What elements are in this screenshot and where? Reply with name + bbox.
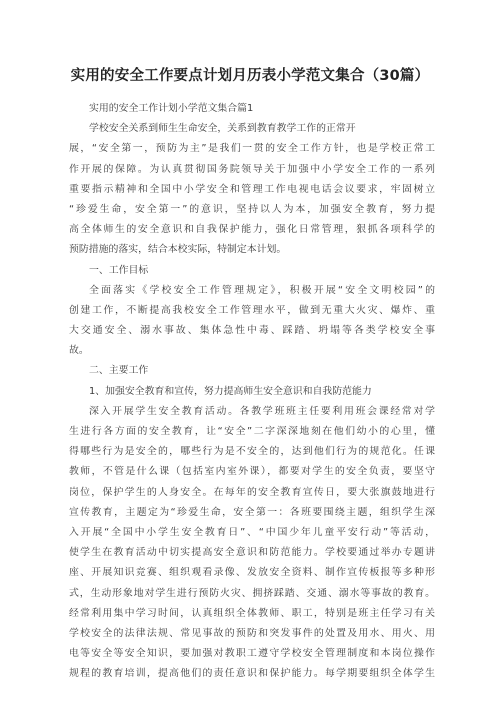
- paragraph-line: 深入开展学生安全教育活动。各教学班班主任要利用班会课经常对学: [89, 405, 435, 417]
- paragraph-line: 经常利用集中学习时间，认真组织全体教师、职工，特别是班主任学习有关: [69, 607, 435, 619]
- paragraph-line: 重要指示精神和全国中小学安全和管理工作电视电话会议要求，牢固树立: [69, 183, 435, 195]
- section-heading: 实用的安全工作计划小学范文集合篇1: [89, 103, 254, 114]
- section-heading: 一、工作目标: [89, 264, 149, 276]
- paragraph-line: 座、开展知识竞赛、组织观看录像、发放安全资料、制作宣传板报等多种形: [69, 567, 435, 579]
- paragraph-line: 电等安全等安全知识，要加强对教职工遵守学校安全管理制度和本岗位操作: [69, 648, 435, 660]
- paragraph-line: 规程的教育培训，提高他们的责任意识和保护能力。每学期要组织全体学生: [69, 668, 435, 680]
- paragraph-line: 全面落实《学校安全工作管理规定》，积极开展“安全文明校园”的: [89, 284, 435, 296]
- paragraph-line: 宣传教育，主题定为“珍爱生命，安全第一：各班要围绕主题，组织学生深: [69, 506, 435, 518]
- paragraph-line: 预防措施的落实，结合本校实际，特制定本计划。: [69, 244, 287, 256]
- paragraph-line: 教师，不管是什么课（包括室内室外课），都要对学生的安全负责，要坚守: [69, 466, 435, 478]
- paragraph-line: 创建工作，不断提高我校安全工作管理水平，做到无重大火灾、爆炸、重: [69, 304, 435, 316]
- paragraph-line: 高全体师生的安全意识和自我保护能力，强化日常管理，狠抓各项科学的: [69, 224, 435, 236]
- paragraph-line: 展，“安全第一，预防为主”是我们一贯的安全工作方针，也是学校正常工: [69, 143, 435, 155]
- document-title: 实用的安全工作要点计划月历表小学范文集合（30篇）: [70, 68, 430, 84]
- document-body: [69, 99, 435, 684]
- paragraph-line: 生进行各方面的安全教育，让“安全”二字深深地刻在他们幼小的心里，懂: [69, 426, 435, 437]
- paragraph-line: 学校安全关系到师生生命安全，关系到教育教学工作的正常开: [89, 123, 356, 135]
- paragraph-line: 故。: [69, 345, 89, 357]
- paragraph-line: 入开展“全国中小学生安全教育日”、“中国少年儿童平安行动”等活动，: [69, 526, 435, 538]
- paragraph-line: 学校安全的法律法规、常见事故的预防和突发事件的处置及用水、用火、用: [69, 627, 435, 639]
- paragraph-line: “珍爱生命，安全第一”的意识，坚持以人为本，加强安全教育，努力提: [69, 203, 435, 215]
- paragraph-line: 使学生在教育活动中切实提高安全意识和防范能力。学校要通过举办专题讲: [69, 547, 435, 559]
- subsection-heading: 1、加强安全教育和宣传，努力提高师生安全意识和自我防范能力: [89, 385, 372, 397]
- section-heading: 二、主要工作: [89, 365, 149, 377]
- paragraph-line: 大交通安全、溺水事故、集体急性中毒、踩踏、坍塌等各类学校安全事: [69, 325, 435, 337]
- paragraph-line: 岗位，保护学生的人身安全。在每年的安全教育宣传日，要大张旗鼓地进行: [69, 486, 435, 498]
- paragraph-line: 得哪些行为是安全的，哪些行为是不安全的，达到他们行为的规范化。任课: [69, 446, 435, 458]
- paragraph-line: 作开展的保障。为认真贯彻国务院领导关于加强中小学安全工作的一系列: [69, 163, 435, 175]
- paragraph-line: 式，生动形象地对学生进行预防火灾、拥挤踩踏、交通、溺水等事故的教育。: [69, 587, 435, 599]
